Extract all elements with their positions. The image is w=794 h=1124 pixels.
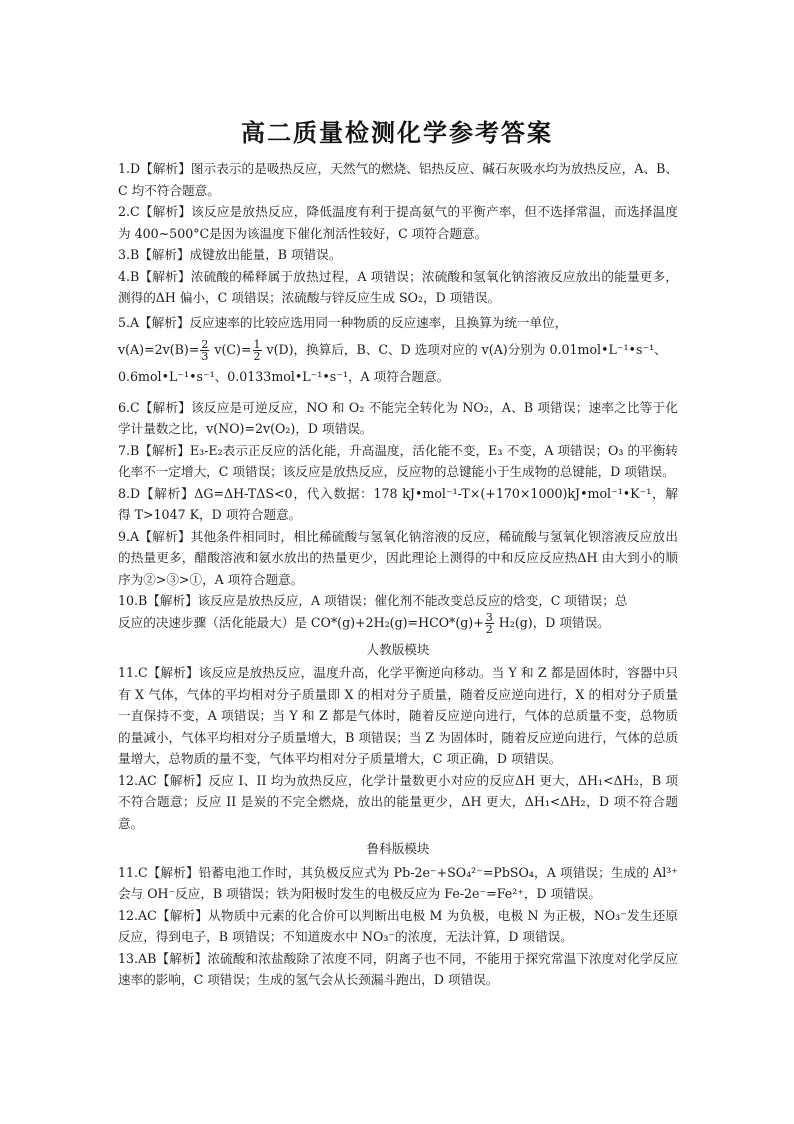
rate-expression-middle: v(C)= <box>210 341 252 357</box>
answer-item-4: 4.B【解析】浓硫酸的稀释属于放热过程，A 项错误；浓硫酸和氢氧化钠溶液反应放出的能量更多，测得的ΔH 偏小，C 项错误；浓硫酸与锌反应生成 SO₂，D 项错误。 <box>118 268 678 305</box>
answer-item-7: 7.B【解析】E₃-E₂表示正反应的活化能，升高温度，活化能不变，E₃ 不变，A 项错误；O₃ 的平衡转化率不一定增大，C 项错误；该反应是放热反应，反应物的总键能小于生成物的总键能，D 项错误。 <box>118 442 678 479</box>
fraction-denominator: 2 <box>485 622 493 636</box>
answer-item-5 <box>118 309 678 390</box>
equation-start: 反应的决速步骤（活化能最大）是 CO*(g)+2H₂(g)=HCO*(g)+ <box>118 614 484 630</box>
fraction-one-half <box>253 339 262 362</box>
section-heading-renjiao: 人教版模块 <box>366 641 430 657</box>
answer-item-5-line-2 <box>118 336 678 363</box>
fraction-denominator: 2 <box>253 349 261 363</box>
section-heading-luke: 鲁科版模块 <box>366 841 430 856</box>
answer-item-5-line-3: 0.6mol•L⁻¹•s⁻¹、0.0133mol•L⁻¹•s⁻¹，A 项符合题意。 <box>118 368 450 384</box>
fraction-three-halves <box>485 612 494 635</box>
equation-end: H₂(g)，D 项错误。 <box>494 614 610 630</box>
answer-item-11-renjiao: 11.C【解析】该反应是放热反应，温度升高，化学平衡逆向移动。当 Y 和 Z 都是固体时，容器中只有 X 气体，气体的平均相对分子质量即 X 的相对分子质量，随着反应逆向进行，X 的相对分子质量一直保持不变，A 项错误；当 Y 和 Z 都是气体时，随着反应逆向进行，气体的总质量不变，总物质的量减小，气体平均相对分子质量增大，B 项错误；当 Z 为固体时，随着反应逆向进行，气体的总质量增大，总物质的量不变，气体平均相对分子质量增大，C 项正确，D 项错误。 <box>118 665 678 766</box>
answer-item-6: 6.C【解析】该反应是可逆反应，NO 和 O₂ 不能完全转化为 NO₂，A、B 项错误；速率之比等于化学计量数之比，v(NO)=2v(O₂)，D 项错误。 <box>118 399 678 436</box>
answer-item-12-luke: 12.AC【解析】从物质中元素的化合价可以判断出电极 M 为负极，电极 N 为正极，NO₃⁻发生还原反应，得到电子，B 项错误；不知道废水中 NO₃⁻的浓度，无法计算，D 项错误。 <box>118 907 678 944</box>
answer-item-11-luke: 11.C【解析】铅蓄电池工作时，其负极反应式为 Pb-2e⁻+SO₄²⁻=PbSO₄，A 项错误；生成的 Al³⁺会与 OH⁻反应，B 项错误；铁为阳极时发生的电极反应为 Fe-2e⁻=Fe²⁺，D 项错误。 <box>118 864 678 901</box>
fraction-numerator: 3 <box>485 610 493 624</box>
rate-expression-end: v(D)，换算后，B、C、D 选项对应的 v(A)分别为 0.01mol•L⁻¹•s⁻¹、 <box>262 341 667 357</box>
answer-item-10 <box>118 590 678 635</box>
answer-item-3: 3.B【解析】成键放出能量，B 项错误。 <box>118 247 342 262</box>
answer-item-10-line-1: 10.B【解析】该反应是放热反应，A 项错误；催化剂不能改变总反应的焓变，C 项错误；总 <box>118 593 628 608</box>
answer-item-8: 8.D【解析】ΔG=ΔH-TΔS<0，代入数据：178 kJ•mol⁻¹-T×(+170×1000)kJ•mol⁻¹•K⁻¹，解得 T>1047 K，D 项符合题意。 <box>118 485 678 522</box>
answer-item-10-line-2 <box>118 612 678 635</box>
fraction-numerator: 1 <box>253 337 261 351</box>
answer-item-5-line-1: 5.A【解析】反应速率的比较应选用同一种物质的反应速率，且换算为统一单位， <box>118 314 568 330</box>
fraction-numerator: 2 <box>201 337 209 351</box>
answer-item-9: 9.A【解析】其他条件相同时，相比稀硫酸与氢氧化钠溶液的反应，稀硫酸与氢氧化钡溶液反应放出的热量更多，醋酸溶液和氨水放出的热量更少，因此理论上测得的中和反应反应热ΔH 由大到小的顺序为②>③>①，A 项符合题意。 <box>118 528 678 587</box>
rate-expression-start: v(A)=2v(B)= <box>118 341 200 357</box>
answer-item-2: 2.C【解析】该反应是放热反应，降低温度有利于提高氨气的平衡产率，但不选择常温，而选择温度为 400~500°C是因为该温度下催化剂活性较好，C 项符合题意。 <box>118 204 678 241</box>
answer-item-12-renjiao: 12.AC【解析】反应 I、II 均为放热反应，化学计量数更小对应的反应ΔH 更大，ΔH₁<ΔH₂，B 项不符合题意；反应 II 是炭的不完全燃烧，放出的能量更少，ΔH 更大，ΔH₁<ΔH₂，D 项不符合题意。 <box>118 772 678 831</box>
fraction-denominator: 3 <box>201 349 209 363</box>
page-title: 高二质量检测化学参考答案 <box>241 119 553 147</box>
fraction-two-thirds <box>200 339 209 362</box>
answer-item-1: 1.D【解析】图示表示的是吸热反应，天然气的燃烧、铝热反应、碱石灰吸水均为放热反应，A、B、C 均不符合题意。 <box>118 161 678 198</box>
answer-item-13-luke: 13.AB【解析】浓硫酸和浓盐酸除了浓度不同，阴离子也不同，不能用于探究常温下浓度对化学反应速率的影响，C 项错误；生成的氢气会从长颈漏斗跑出，D 项错误。 <box>118 950 678 987</box>
answer-list <box>118 158 678 991</box>
